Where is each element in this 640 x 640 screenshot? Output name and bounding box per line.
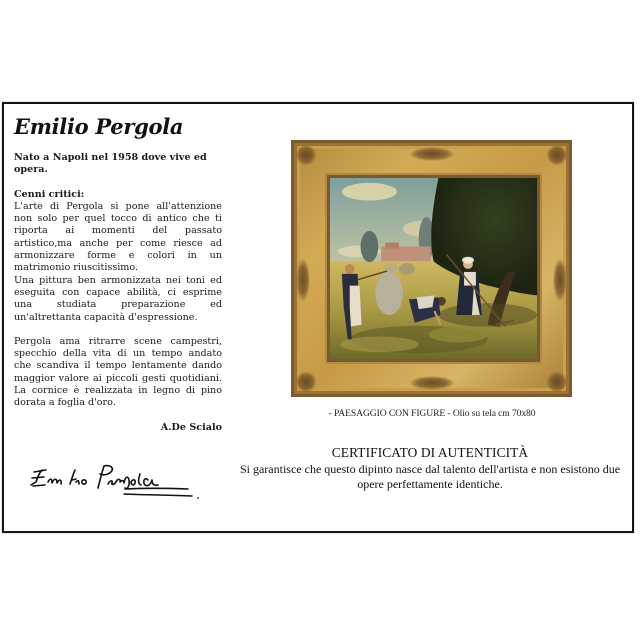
critique-paragraph-1: L'arte di Pergola si pone all'attenzione non solo per quel tocco di antico che ti riporta ai momenti del passato artistico,ma anche per come riesce ad armonizzare forme e colori in un matrimonio riuscitissimo.	[14, 200, 222, 274]
critique-heading: Cenni critici:	[14, 188, 85, 200]
signature-icon	[28, 458, 208, 500]
artist-bio	[14, 152, 222, 434]
critique-paragraph-3: Pergola ama ritrarre scene campestri, specchio della vita di un tempo andato che scandiva il tempo lentamente dando maggior valore ai piccoli gesti quotidiani. La cornice è realizzata in legno di pino dorata a foglia d'oro.	[14, 335, 222, 409]
critique-paragraph-2: Una pittura ben armonizzata nei toni ed eseguita con capace abilità, ci esprime una studiata preparazione ed un'altrettanta capacità d'espressione.	[14, 274, 222, 323]
artist-name-title: Emilio Pergola	[14, 114, 184, 139]
frame-corner-ornament	[296, 372, 316, 392]
frame-bottom-ornament	[409, 376, 455, 390]
painting-image	[327, 175, 540, 362]
frame-left-ornament	[296, 258, 310, 302]
artwork-caption: - PAESAGGIO CON FIGURE - Olio su tela cm 70x80	[328, 408, 536, 419]
painting-frame	[291, 140, 572, 397]
authenticity-section	[230, 445, 630, 491]
authenticity-title: CERTIFICATO DI AUTENTICITÀ	[331, 445, 529, 460]
landscape-painting-icon	[330, 178, 537, 359]
frame-corner-ornament	[547, 145, 567, 165]
certificate-card	[2, 102, 634, 533]
frame-corner-ornament	[296, 145, 316, 165]
frame-top-ornament	[409, 147, 455, 161]
artist-signature	[28, 458, 208, 500]
frame-right-ornament	[553, 258, 567, 302]
authenticity-statement: Si garantisce che questo dipinto nasce dal talento dell'artista e non esistono due opere perfettamente identiche.	[239, 462, 621, 491]
critique-author: A.De Scialo	[160, 421, 222, 433]
frame-corner-ornament	[547, 372, 567, 392]
artist-birth-info: Nato a Napoli nel 1958 dove vive ed opera.	[14, 152, 207, 176]
